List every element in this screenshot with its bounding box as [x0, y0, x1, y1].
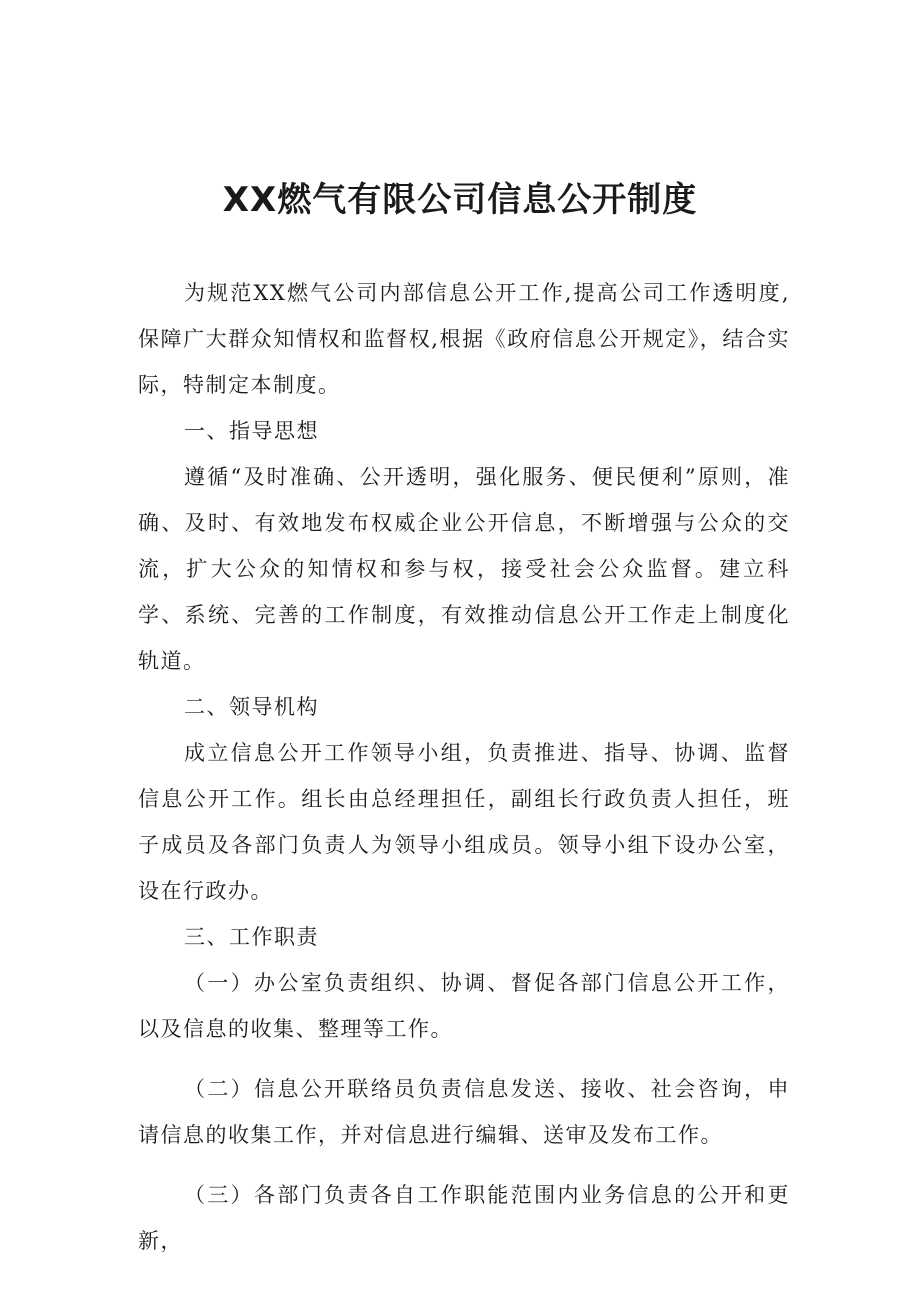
responsibility-item-1: （一）办公室负责组织、协调、督促各部门信息公开工作，以及信息的收集、整理等工作。 — [138, 971, 790, 1041]
responsibility-item-3: （三）各部门负责各自工作职能范围内业务信息的公开和更新， — [138, 1183, 790, 1253]
document-title: XX燃气有限公司信息公开制度 — [222, 180, 698, 220]
section-heading-responsibilities: 三、工作职责 — [184, 925, 319, 949]
responsibility-item-2: （二）信息公开联络员负责信息发送、接收、社会咨询，申请信息的收集工作，并对信息进行编辑、送审及发布工作。 — [138, 1077, 790, 1147]
leadership-paragraph: 成立信息公开工作领导小组，负责推进、指导、协调、监督信息公开工作。组长由总经理担任，副组长行政负责人担任，班子成员及各部门负责人为领导小组成员。领导小组下设办公室，设在行政办。 — [138, 741, 790, 903]
section-heading-guiding-ideology: 一、指导思想 — [184, 419, 319, 443]
section-heading-leadership: 二、领导机构 — [184, 695, 319, 719]
guiding-ideology-paragraph: 遵循“及时准确、公开透明，强化服务、便民便利”原则，准确、及时、有效地发布权威企业公开信息，不断增强与公众的交流，扩大公众的知情权和参与权，接受社会公众监督。建立科学、系统、完善的工作制度，有效推动信息公开工作走上制度化轨道。 — [138, 465, 790, 673]
document-body — [138, 270, 790, 1264]
intro-paragraph: 为规范XX燃气公司内部信息公开工作,提高公司工作透明度,保障广大群众知情权和监督权,根据《政府信息公开规定》，结合实际，特制定本制度。 — [138, 281, 790, 397]
